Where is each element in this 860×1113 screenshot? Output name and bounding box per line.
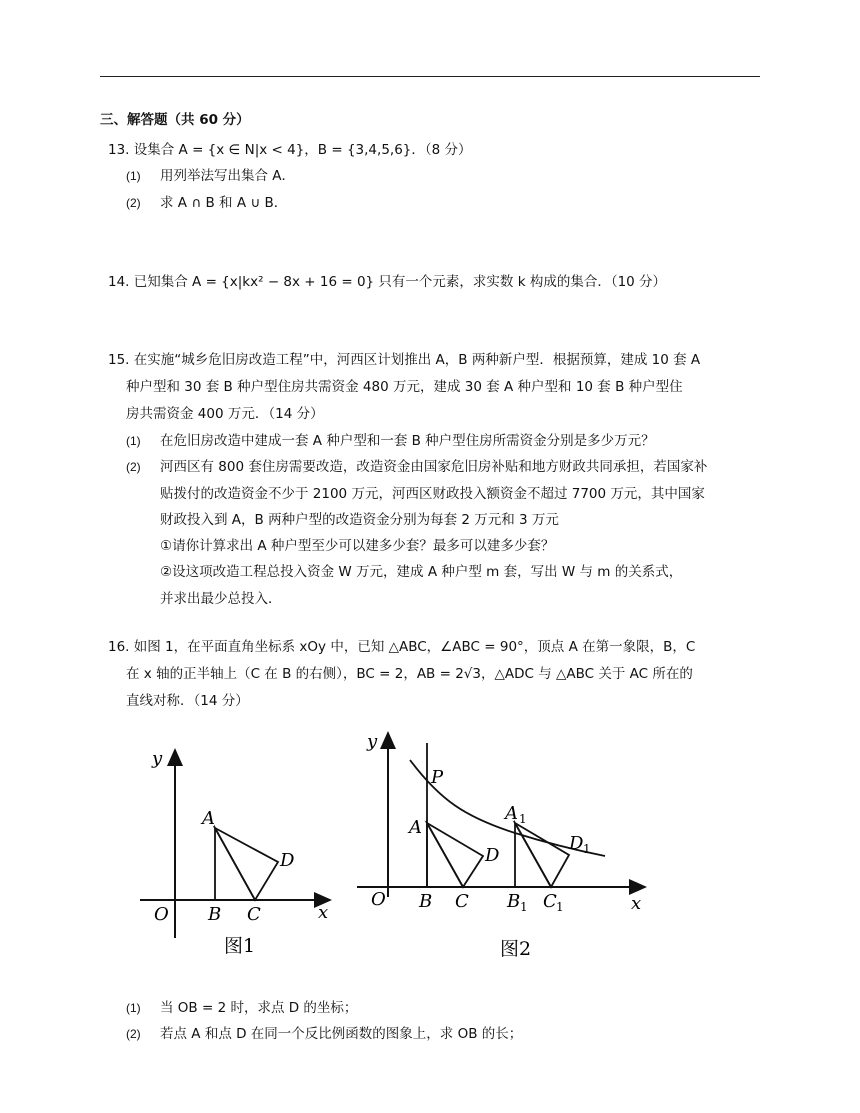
q15-part2-line2: 贴拨付的改造资金不少于 2100 万元，河西区财政投入额资金不超过 7700 万元，其中国家 [160, 486, 705, 502]
fig1-label-d: D [280, 850, 295, 871]
q13-part1-num: (1) [126, 169, 141, 183]
fig2-triangle-adc [427, 823, 483, 887]
fig2-label-a1-sub: 1 [519, 812, 527, 826]
q16-stem-line3: 直线对称．（14 分） [126, 693, 249, 709]
fig2-label-o: O [371, 889, 386, 910]
fig2-label-d1-sub: 1 [583, 842, 591, 856]
q15-sub1: ①请你计算求出 A 种户型至少可以建多少套？最多可以建多少套？ [160, 538, 555, 554]
q16-stem-line2: 在 x 轴的正半轴上（C 在 B 的右侧），BC = 2，AB = 2√3，△ADC 与 △ABC 关于 AC 所在的 [126, 666, 693, 682]
fig2-label-a: A [409, 817, 422, 838]
q13-part1-text: 用列举法写出集合 A． [160, 168, 296, 184]
fig2-label-c1: C [543, 891, 557, 912]
fig2-label-b1-sub: 1 [520, 900, 528, 914]
section-title: 三、解答题（共 60 分） [100, 112, 250, 128]
fig2-triangle-a1d1c1 [515, 823, 569, 887]
figure-2 [355, 725, 655, 970]
q13-part2-num: (2) [126, 196, 141, 210]
q15-part1-num: (1) [126, 434, 141, 448]
q16-part2-num: (2) [126, 1027, 141, 1041]
fig1-label-y: y [152, 748, 163, 769]
q15-part2-line3: 财政投入到 A，B 两种户型的改造资金分别为每套 2 万元和 3 万元 [160, 512, 559, 528]
fig1-label-c: C [247, 904, 261, 925]
q16-part1-num: (1) [126, 1001, 141, 1015]
fig2-label-d1: D [569, 833, 584, 854]
q16-stem-line1: 16. 如图 1，在平面直角坐标系 xOy 中，已知 △ABC，∠ABC = 90°，顶点 A 在第一象限，B，C [108, 639, 696, 655]
fig1-caption: 图1 [224, 935, 256, 957]
q13-part2-text: 求 A ∩ B 和 A ∪ B． [160, 195, 288, 211]
fig2-label-c: C [455, 891, 469, 912]
q15-sub2-line1: ②设这项改造工程总投入资金 W 万元，建成 A 种户型 m 套，写出 W 与 m 的关系式， [160, 564, 683, 580]
q15-stem-line1: 15. 在实施“城乡危旧房改造工程”中，河西区计划推出 A，B 两种新户型．根据预算，建成 10 套 A [108, 352, 701, 368]
q15-part2-line1: 河西区有 800 套住房需要改造，改造资金由国家危旧房补贴和地方财政共同承担，若国家补 [160, 459, 708, 475]
q15-stem-line3: 房共需资金 400 万元．（14 分） [126, 406, 324, 422]
fig1-label-x: x [318, 902, 329, 923]
fig1-label-b: B [208, 904, 222, 925]
fig2-label-b1: B [507, 891, 521, 912]
fig2-label-p: P [431, 767, 444, 788]
fig2-label-b: B [419, 891, 433, 912]
q15-part2-num: (2) [126, 460, 141, 474]
q13-stem: 13. 设集合 A = {x ∈ N|x < 4}，B = {3,4,5,6}．（8 分） [108, 142, 472, 158]
q14-stem: 14. 已知集合 A = {x|kx² − 8x + 16 = 0} 只有一个元素，求实数 k 构成的集合．（10 分） [108, 274, 667, 290]
header-rule [100, 76, 760, 77]
q16-part1-text: 当 OB = 2 时，求点 D 的坐标； [160, 1000, 358, 1016]
q15-part1-text: 在危旧房改造中建成一套 A 种户型和一套 B 种户型住房所需资金分别是多少万元？ [160, 433, 655, 449]
fig2-label-d: D [485, 845, 500, 866]
q16-part2-text: 若点 A 和点 D 在同一个反比例函数的图象上，求 OB 的长； [160, 1026, 523, 1042]
fig2-label-x: x [631, 893, 642, 914]
fig2-caption: 图2 [500, 938, 532, 960]
fig1-triangle-adc [215, 828, 278, 900]
fig2-label-a1: A [505, 803, 518, 824]
q15-stem-line2: 种户型和 30 套 B 种户型住房共需资金 480 万元，建成 30 套 A 种户型和 10 套 B 种户型住 [126, 379, 683, 395]
figure-1 [130, 740, 350, 970]
fig1-label-o: O [154, 904, 169, 925]
fig1-label-a: A [202, 808, 215, 829]
q15-sub2-line2: 并求出最少总投入． [160, 591, 282, 607]
fig2-label-c1-sub: 1 [556, 900, 564, 914]
fig2-label-y: y [367, 731, 378, 752]
